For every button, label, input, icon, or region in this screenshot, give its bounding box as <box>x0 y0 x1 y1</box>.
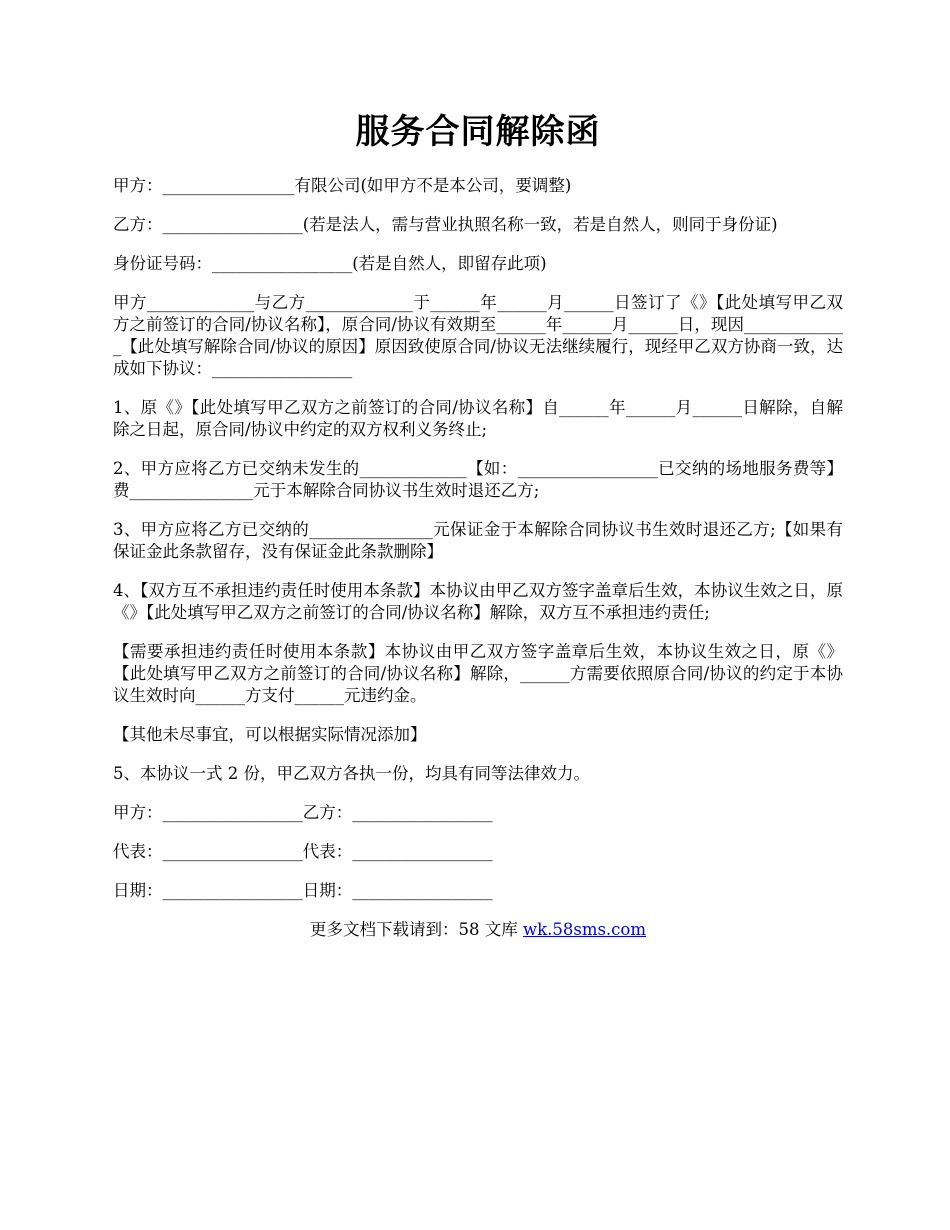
id-number-line: 身份证号码：_________________(若是自然人，即留存此项) <box>113 253 547 273</box>
clause-4: 4、【双方互不承担违约责任时使用本条款】本协议由甲乙双方签字盖章后生效，本协议生效之日，原《》【此处填写甲乙双方之前签订的合同/协议名称】解除，双方互不承担违约责任; <box>113 580 843 622</box>
footer-note <box>113 919 843 941</box>
clause-4-alternative: 【需要承担违约责任时使用本条款】本协议由甲乙双方签字盖章后生效，本协议生效之日，原《》【此处填写甲乙双方之前签订的合同/协议名称】解除，______方需要依照原合同/协议的约定于本协议生效时向______方支付______元违约金。 <box>113 641 843 705</box>
party-a-line: 甲方：________________有限公司(如甲方不是本公司，要调整) <box>113 175 572 195</box>
clause-5: 5、本协议一式 2 份，甲乙双方各执一份，均具有同等法律效力。 <box>113 763 590 783</box>
clause-2: 2、甲方应将乙方已交纳未发生的_____________【如：_________________已交纳的场地服务费等】费_______________元于本解除合同协议书生效时退还乙方; <box>113 458 843 500</box>
preamble-paragraph: 甲方_____________与乙方_____________于______年______月______日签订了《》【此处填写甲乙双方之前签订的合同/协议名称】，原合同/协议有效期至______年______月______日，现因_____________【此处填写解除合同/协议的原因】原因致使原合同/协议无法继续履行，现经甲乙双方协商一致，达成如下协议：_________________ <box>113 292 843 378</box>
footer-text: 更多文档下载请到：58 文库 <box>309 919 523 939</box>
clause-3: 3、甲方应将乙方已交纳的_______________元保证金于本解除合同协议书生效时退还乙方;【如果有保证金此条款留存，没有保证金此条款删除】 <box>113 519 843 561</box>
party-b-line: 乙方：_________________(若是法人，需与营业执照名称一致，若是自然人，则同于身份证) <box>113 214 778 234</box>
clause-1: 1、原《》【此处填写甲乙双方之前签订的合同/协议名称】自______年______月______日解除，自解除之日起，原合同/协议中约定的双方权利义务终止; <box>113 397 843 439</box>
other-matters-note: 【其他未尽事宜，可以根据实际情况添加】 <box>113 724 427 744</box>
signature-dates-line: 日期：_________________日期：_________________ <box>113 880 493 900</box>
signature-representatives-line: 代表：_________________代表：_________________ <box>113 841 493 861</box>
signature-parties-line: 甲方：_________________乙方：_________________ <box>113 802 493 822</box>
footer-link[interactable]: wk.58sms.com <box>522 919 646 939</box>
document-page <box>113 112 843 941</box>
document-title: 服务合同解除函 <box>355 112 601 152</box>
